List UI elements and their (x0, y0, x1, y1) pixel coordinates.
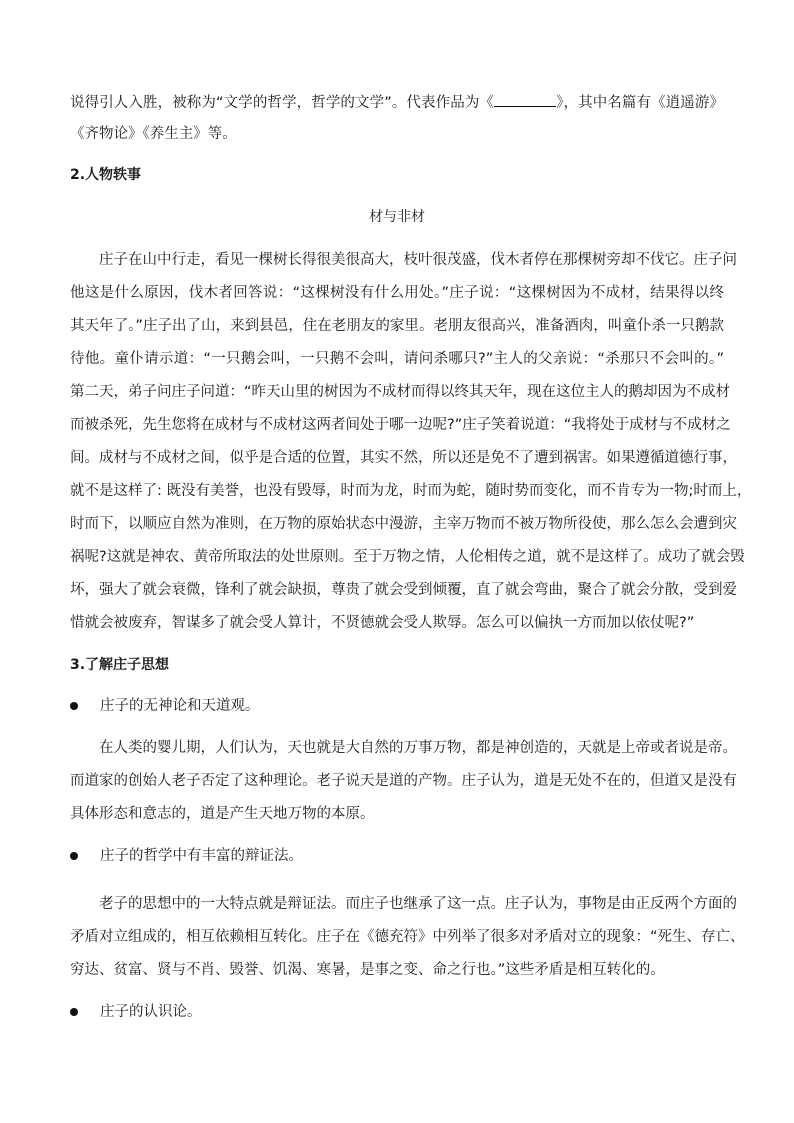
intro-line-1 (70, 92, 724, 114)
bullet-item-3: 庄子的认识论。 (100, 1004, 202, 1020)
story-line: 就不是这样了: 既没有美誉，也没有毁辱，时而为龙，时而为蛇，随时势而变化，而不肯专为一物;时而上， (70, 483, 752, 499)
paragraph-line: 具体形态和意志的，道是产生天地万物的本原。 (70, 806, 375, 822)
bullet-item-2: 庄子的哲学中有丰富的辩证法。 (100, 848, 303, 864)
story-line: 待他。童仆请示道：“一只鹅会叫，一只鹅不会叫，请问杀哪只?”主人的父亲说：“杀那只不会叫的。” (70, 351, 724, 367)
story-line: 第二天，弟子问庄子问道：“昨天山里的树因为不成材而得以终其天年，现在这位主人的鹅却因为不成材 (70, 384, 731, 400)
story-line: 而被杀死，先生您将在成材与不成材这两者间处于哪一边呢?”庄子笑着说道：“我将处于成材与不成材之 (70, 417, 731, 433)
section-heading-2: 2.人物轶事 (70, 167, 142, 183)
story-line: 间。成材与不成材之间，似乎是合适的位置，其实不然，所以还是免不了遭到祸害。如果遵循道德行事， (70, 450, 737, 466)
story-line: 时而下，以顺应自然为准则，在万物的原始状态中漫游，主宰万物而不被万物所役使，那么怎么会遭到灾 (70, 516, 737, 532)
intro-line-2: 《齐物论》《养生主》等。 (70, 126, 237, 142)
intro-text-before-blank: 说得引人入胜，被称为“文学的哲学，哲学的文学”。代表作品为《 (70, 95, 495, 111)
paragraph-line: 矛盾对立组成的，相互依赖相互转化。庄子在《德充符》中列举了很多对矛盾对立的现象：“死生、存亡、 (70, 929, 745, 945)
intro-text-after-blank: 》，其中名篇有《逍遥游》 (556, 95, 725, 111)
story-line: 惜就会被废弃，智谋多了就会受人算计，不贤德就会受人欺辱。怎么可以偏执一方而加以依仗呢?” (70, 615, 695, 631)
bullet-item-1: 庄子的无神论和天道观。 (100, 698, 260, 714)
section-heading-3: 3.了解庄子思想 (70, 657, 170, 673)
paragraph-line: 老子的思想中的一大特点就是辩证法。而庄子也继承了这一点。庄子认为，事物是由正反两个方面的 (99, 896, 737, 912)
story-line: 祸呢?这就是神农、黄帝所取法的处世原则。至于万物之情，人伦相传之道，就不是这样了。成功了就会毁 (70, 549, 745, 565)
bullet-icon (70, 852, 78, 860)
story-title: 材与非材 (369, 209, 425, 225)
paragraph-line: 在人类的婴儿期，人们认为，天也就是大自然的万事万物，都是神创造的，天就是上帝或者说是帝。 (99, 740, 737, 756)
story-line: 坏，强大了就会衰微，锋利了就会缺损，尊贵了就会受到倾覆，直了就会弯曲，聚合了就会分散，受到爱 (70, 582, 737, 598)
fill-in-blank[interactable] (494, 92, 556, 107)
story-line: 庄子在山中行走，看见一棵树长得很美很高大，枝叶很茂盛，伐木者停在那棵树旁却不伐它。庄子问 (99, 252, 737, 268)
bullet-icon (70, 702, 78, 710)
story-line: 他这是什么原因，伐木者回答说：“这棵树没有什么用处。”庄子说：“这棵树因为不成材，结果得以终 (70, 285, 724, 301)
bullet-icon (70, 1008, 78, 1016)
story-line: 其天年了。”庄子出了山，来到县邑，住在老朋友的家里。老朋友很高兴，准备酒肉，叫童仆杀一只鹅款 (70, 318, 724, 334)
paragraph-line: 而道家的创始人老子否定了这种理论。老子说天是道的产物。庄子认为，道是无处不在的，但道又是没有 (70, 773, 737, 789)
paragraph-line: 穷达、贫富、贤与不肖、毁誉、饥渴、寒暑，是事之变、命之行也。”这些矛盾是相互转化的。 (70, 962, 665, 978)
